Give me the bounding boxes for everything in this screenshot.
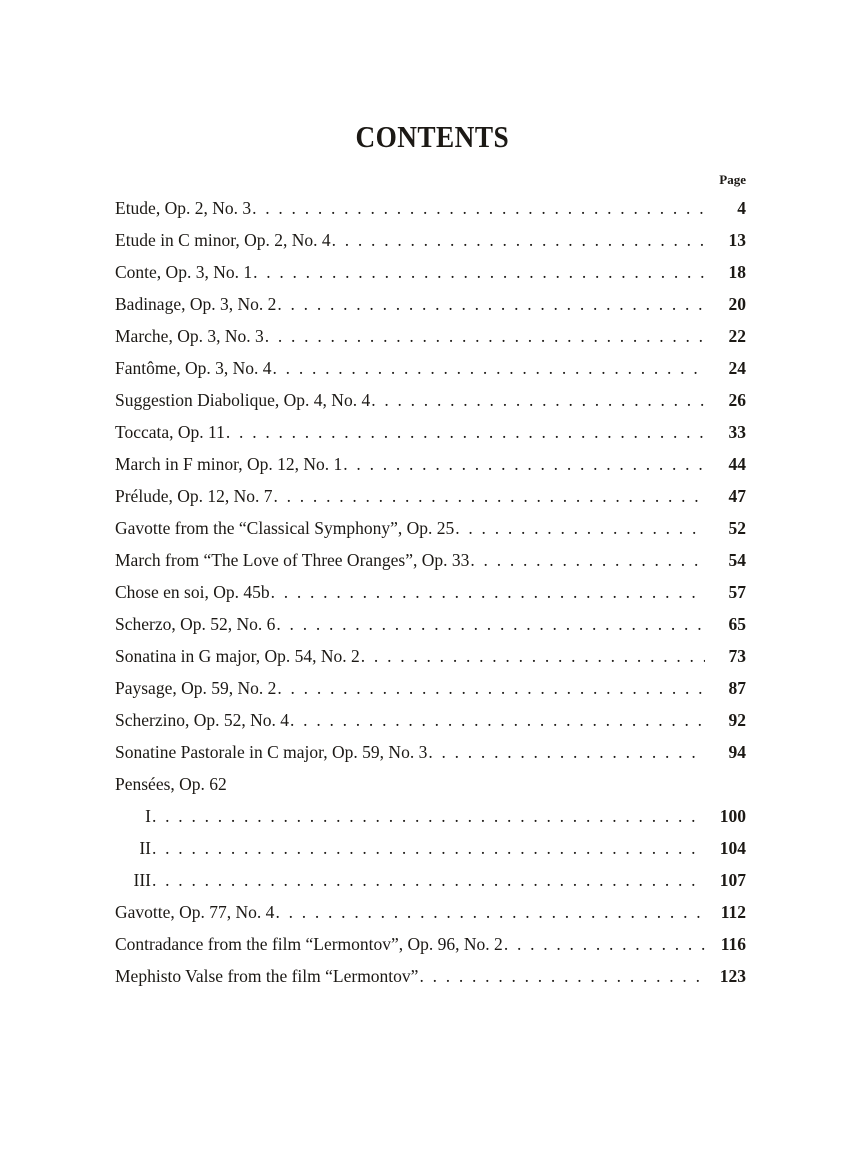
toc-entry [115, 416, 746, 448]
toc-entry [115, 960, 746, 992]
dot-leader [252, 192, 705, 224]
toc-entry-page: 112 [720, 902, 746, 922]
dot-leader [277, 672, 705, 704]
toc-subentry [115, 800, 746, 832]
dot-leader [152, 800, 705, 832]
toc-subentry-numeral: I [145, 806, 151, 826]
toc-entry-title: Scherzino, Op. 52, No. 4 [115, 710, 290, 730]
dot-leader [455, 512, 705, 544]
toc-entry-page: 54 [728, 550, 746, 570]
toc-entry [115, 928, 746, 960]
toc-subentry [115, 832, 746, 864]
toc-entry-title: Gavotte, Op. 77, No. 4 [115, 902, 275, 922]
page-title-text: CONTENTS [355, 119, 509, 154]
toc-entry-title: Marche, Op. 3, No. 3 [115, 326, 264, 346]
toc-entry-page: 87 [728, 678, 746, 698]
toc-entry-page: 33 [728, 422, 746, 442]
dot-leader [504, 928, 705, 960]
toc-entry-page: 94 [728, 742, 746, 762]
toc-entry-page: 47 [728, 486, 746, 506]
dot-leader [290, 704, 705, 736]
dot-leader [332, 224, 705, 256]
dot-leader [253, 256, 705, 288]
toc-entry [115, 192, 746, 224]
toc-subentry [115, 864, 746, 896]
toc-entry-title: Etude, Op. 2, No. 3 [115, 198, 252, 218]
toc-entry-title: Toccata, Op. 11 [115, 422, 225, 442]
toc-entry [115, 320, 746, 352]
toc-entry [115, 576, 746, 608]
toc-entry [115, 384, 746, 416]
toc-entry-page: 22 [728, 326, 746, 346]
toc-entry-page: 44 [728, 454, 746, 474]
toc-entry-page: 100 [719, 806, 746, 826]
toc-entry [115, 480, 746, 512]
toc-entry-page: 107 [719, 870, 746, 890]
toc-subentry-numeral: III [133, 870, 151, 890]
dot-leader [273, 352, 705, 384]
toc-entry-title: Paysage, Op. 59, No. 2 [115, 678, 277, 698]
toc-entry-page: 73 [728, 646, 746, 666]
dot-leader [428, 736, 705, 768]
dot-leader [361, 640, 705, 672]
toc-entry-page: 52 [728, 518, 746, 538]
dot-leader [152, 832, 705, 864]
toc-entry-title: March from “The Love of Three Oranges”, Op. 33 [115, 550, 470, 570]
toc-entry-title: Contradance from the film “Lermontov”, Op. 96, No. 2 [115, 934, 503, 954]
toc-entry [115, 448, 746, 480]
toc-entry [115, 288, 746, 320]
toc-entry-page: 57 [728, 582, 746, 602]
page-column-header: Page [719, 172, 746, 187]
toc-group-heading [115, 768, 746, 800]
toc-entry-page: 92 [728, 710, 746, 730]
toc-entry [115, 736, 746, 768]
toc-entry-page: 13 [728, 230, 746, 250]
toc-entry-title: Etude in C minor, Op. 2, No. 4 [115, 230, 331, 250]
toc-entry [115, 544, 746, 576]
toc-entry-page: 116 [720, 934, 746, 954]
toc-entry-title: Pensées, Op. 62 [115, 774, 227, 794]
toc-subentry-numeral: II [139, 838, 151, 858]
dot-leader [470, 544, 705, 576]
toc-entry [115, 224, 746, 256]
toc-entry-title: Sonatina in G major, Op. 54, No. 2 [115, 646, 360, 666]
dot-leader [226, 416, 705, 448]
toc-entry-page: 4 [737, 198, 746, 218]
dot-leader [419, 960, 705, 992]
toc-entry-page: 123 [719, 966, 746, 986]
dot-leader [277, 288, 705, 320]
toc-entry-page: 104 [719, 838, 746, 858]
dot-leader [273, 480, 705, 512]
table-of-contents [115, 192, 746, 992]
page-title [0, 121, 864, 152]
toc-entry-page: 18 [728, 262, 746, 282]
dot-leader [271, 576, 705, 608]
dot-leader [276, 608, 705, 640]
toc-entry-title: Chose en soi, Op. 45b [115, 582, 270, 602]
toc-entry [115, 512, 746, 544]
toc-entry-page: 24 [728, 358, 746, 378]
toc-entry [115, 608, 746, 640]
toc-entry-title: Gavotte from the “Classical Symphony”, Op. 25 [115, 518, 455, 538]
dot-leader [265, 320, 705, 352]
toc-entry-title: Suggestion Diabolique, Op. 4, No. 4 [115, 390, 371, 410]
toc-entry-page: 65 [728, 614, 746, 634]
dot-leader [371, 384, 705, 416]
dot-leader [275, 896, 705, 928]
toc-entry-page: 26 [728, 390, 746, 410]
dot-leader [152, 864, 705, 896]
toc-entry-title: Conte, Op. 3, No. 1 [115, 262, 253, 282]
toc-entry-title: Sonatine Pastorale in C major, Op. 59, No. 3 [115, 742, 428, 762]
toc-entry-title: Prélude, Op. 12, No. 7 [115, 486, 273, 506]
toc-entry-title: Scherzo, Op. 52, No. 6 [115, 614, 276, 634]
toc-entry [115, 704, 746, 736]
toc-entry [115, 352, 746, 384]
toc-entry [115, 640, 746, 672]
dot-leader [343, 448, 705, 480]
toc-entry-page: 20 [728, 294, 746, 314]
toc-entry-title: Fantôme, Op. 3, No. 4 [115, 358, 272, 378]
toc-entry [115, 896, 746, 928]
toc-entry-title: Mephisto Valse from the film “Lermontov” [115, 966, 419, 986]
toc-entry-title: Badinage, Op. 3, No. 2 [115, 294, 277, 314]
toc-entry [115, 256, 746, 288]
toc-entry-title: March in F minor, Op. 12, No. 1 [115, 454, 343, 474]
toc-entry [115, 672, 746, 704]
